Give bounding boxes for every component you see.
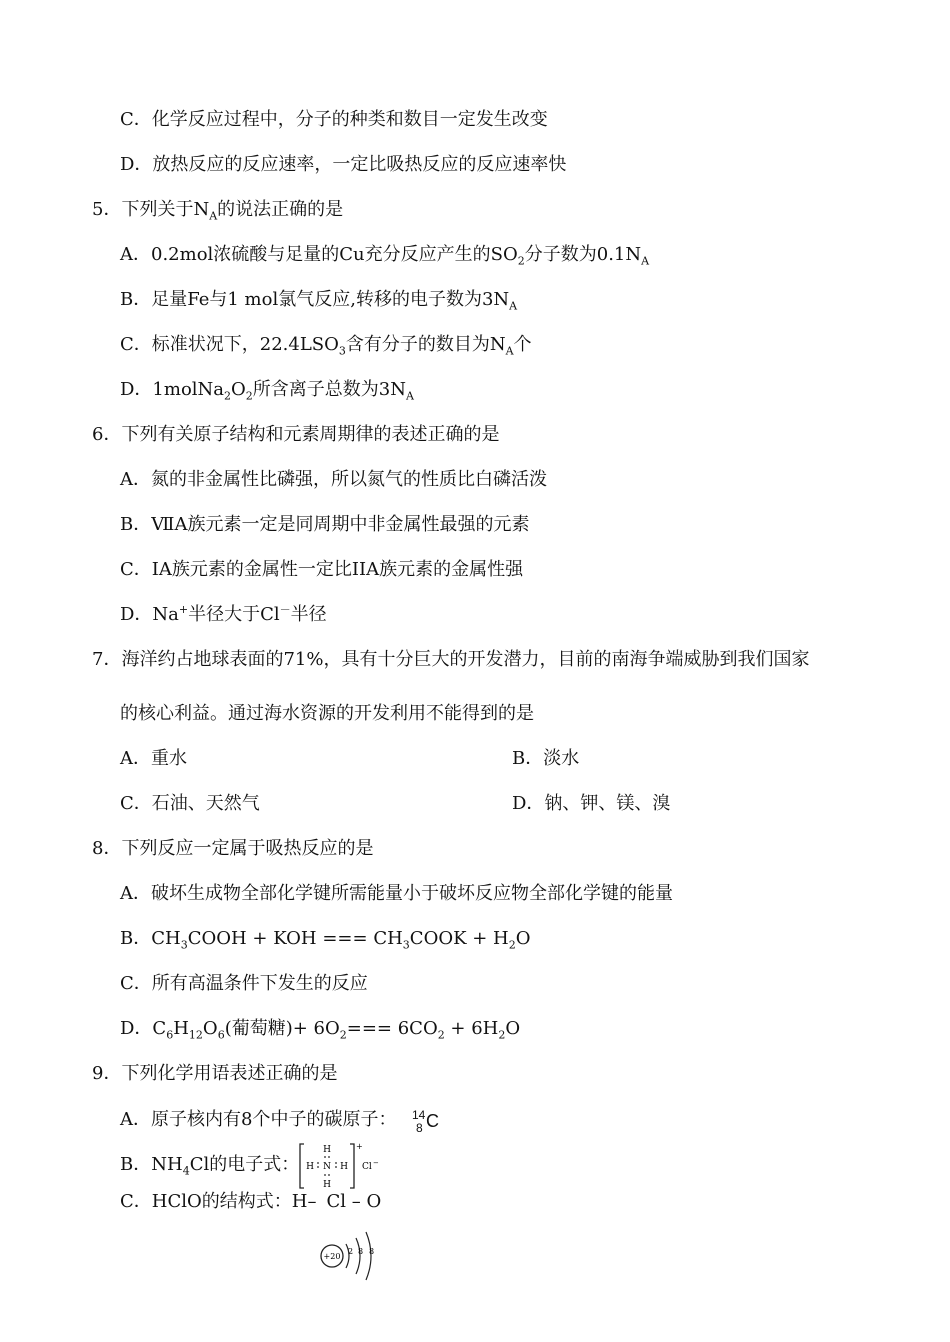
q9-option-a: A．原子核内有8个中子的碳原子： xyxy=(120,1109,397,1130)
nh4-h-left: H xyxy=(306,1162,314,1172)
q5-option-b: B．足量Fe与1 mol氯气反应,转移的电子数为$3N_A$ xyxy=(120,289,518,313)
q6-option-b: B．ⅦA族元素一定是同周期中非金属性最强的元素 xyxy=(120,514,530,535)
q9-option-c: C．HClO的结构式：H– Cl – O xyxy=(120,1191,382,1212)
q4-option-d: D．放热反应的反应速率，一定比吸热反应的反应速率快 xyxy=(120,154,567,175)
nh4-h-bottom: H xyxy=(323,1180,331,1190)
q7-stem-line2: 的核心利益。通过海水资源的开发利用不能得到的是 xyxy=(120,703,534,724)
nuclide-mass-number: 14 xyxy=(412,1108,426,1122)
q7-stem-line1: 7．海洋约占地球表面的71%，具有十分巨大的开发潜力，目前的南海争端威胁到我们国家 xyxy=(92,649,810,670)
shell-3-electrons: 8 xyxy=(369,1247,375,1256)
q5-option-d: D．$1molNa_2O_2$所含离子总数为$3N_A$ xyxy=(120,379,414,403)
nh4-charge: + xyxy=(356,1142,363,1151)
q4-option-c: C．化学反应过程中，分子的种类和数目一定发生改变 xyxy=(120,109,548,130)
nuclide-atomic-number: 8 xyxy=(416,1121,423,1135)
nuclide-element: C xyxy=(426,1111,439,1131)
q6-stem: 6．下列有关原子结构和元素周期律的表述正确的是 xyxy=(92,424,500,445)
chloride-charge: − xyxy=(373,1159,379,1167)
q9-stem: 9．下列化学用语表述正确的是 xyxy=(92,1063,338,1084)
q6-option-d: D．Na+半径大于Cl－半径 xyxy=(120,603,327,625)
q5-option-a: A．0.2mol浓硫酸与足量的Cu充分反应产生的$SO_2$分子数为$0.1N_A$ xyxy=(120,244,650,268)
calcium-atom-structure-diagram xyxy=(318,1226,388,1286)
q7-option-a: A．重水 xyxy=(120,748,187,769)
q7-option-c: C．石油、天然气 xyxy=(120,793,260,814)
q6-option-c: C．IA族元素的金属性一定比IIA族元素的金属性强 xyxy=(120,559,524,580)
q7-option-d: D．钠、钾、镁、溴 xyxy=(512,793,671,814)
q8-option-a: A．破坏生成物全部化学键所需能量小于破坏反应物全部化学键的能量 xyxy=(120,883,673,904)
q5-option-c: C．标准状况下，$22.4LSO_3$含有分子的数目为$N_A$个 xyxy=(120,334,532,358)
nh4-h-right: H xyxy=(340,1162,348,1172)
q5-stem: 5．下列关于$N_A$的说法正确的是 xyxy=(92,199,344,223)
shell-2-electrons: 8 xyxy=(358,1247,364,1256)
q7-option-b: B．淡水 xyxy=(512,748,580,769)
q8-option-d: D．$C_6H_{12}O_6$(葡萄糖)+ $6O_2=== 6CO_2 + 6H_2O$ xyxy=(120,1018,521,1042)
q6-option-a: A．氮的非金属性比磷强，所以氮气的性质比白磷活泼 xyxy=(120,469,547,490)
nh4cl-electron-formula xyxy=(298,1141,378,1191)
nh4-n: N xyxy=(323,1162,331,1172)
q9-option-b: B．$NH_4Cl$的电子式： xyxy=(120,1154,300,1178)
chloride-ion: Cl xyxy=(362,1162,372,1172)
q8-option-b: B．$CH_3COOH$ + KOH === $CH_3COOK + H_2O$ xyxy=(120,928,531,952)
q8-stem: 8．下列反应一定属于吸热反应的是 xyxy=(92,838,374,859)
nh4-h-top: H xyxy=(323,1145,331,1155)
q8-option-c: C．所有高温条件下发生的反应 xyxy=(120,973,368,994)
shell-1-electrons: 2 xyxy=(348,1247,354,1256)
nucleus-charge: +20 xyxy=(323,1252,341,1261)
